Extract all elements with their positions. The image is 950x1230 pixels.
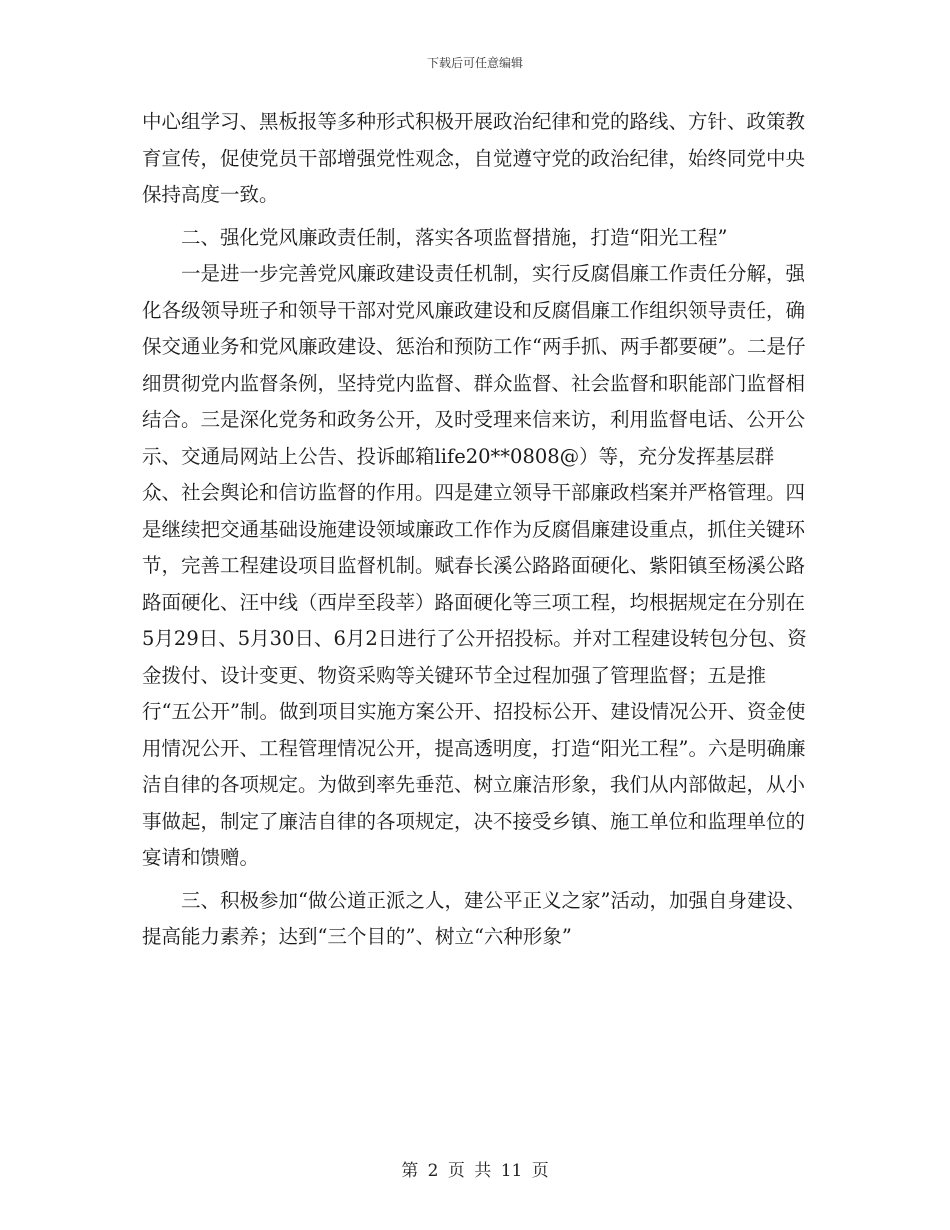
- page-footer: 第 2 页 共 11 页: [401, 1161, 549, 1181]
- paragraph-continuation: 中心组学习、黑板报等多种形式积极开展政治纪律和党的路线、方针、政策教育宣传，促使党员干部增强党性观念，自觉遵守党的政治纪律，始终同党中央保持高度一致。: [142, 110, 806, 206]
- document-body: [142, 104, 812, 956]
- page-header: 下载后可任意编辑: [426, 56, 523, 70]
- paragraph-body: 一是进一步完善党风廉政建设责任机制，实行反腐倡廉工作责任分解，强化各级领导班子和领导干部对党风廉政建设和反腐倡廉工作组织领导责任，确保交通业务和党风廉政建设、惩治和预防工作“两手抓、两手都要硬”。二是仔细贯彻党内监督条例，坚持党内监督、群众监督、社会监督和职能部门监督相结合。三是深化党务和政务公开，及时受理来信来访，利用监督电话、公开公示、交通局网站上公告、投诉邮箱life20**0808@）等，充分发挥基层群众、社会舆论和信访监督的作用。四是建立领导干部廉政档案并严格管理。四是继续把交通基础设施建设领域廉政工作作为反腐倡廉建设重点，抓住关键环节，完善工程建设项目监督机制。赋春长溪公路路面硬化、紫阳镇至杨溪公路路面硬化、汪中线（西岸至段莘）路面硬化等三项工程，均根据规定在分别在5月29日、5月30日、6月2日进行了公开招投标。并对工程建设转包分包、资金拨付、设计变更、物资采购等关键环节全过程加强了管理监督；五是推行“五公开”制。做到项目实施方案公开、招投标公开、建设情况公开、资金使用情况公开、工程管理情况公开，提高透明度，打造“阳光工程”。六是明确廉洁自律的各项规定。为做到率先垂范、树立廉洁形象，我们从内部做起，从小事做起，制定了廉洁自律的各项规定，决不接受乡镇、施工单位和监理单位的宴请和馈赠。: [142, 262, 807, 869]
- section-heading-2: 二、强化党风廉政责任制，落实各项监督措施，打造“阳光工程”: [181, 225, 728, 249]
- section-heading-3: 三、积极参加“做公道正派之人，建公平正义之家”活动，加强自身建设、提高能力素养；达到“三个目的”、树立“六种形象”: [142, 888, 806, 948]
